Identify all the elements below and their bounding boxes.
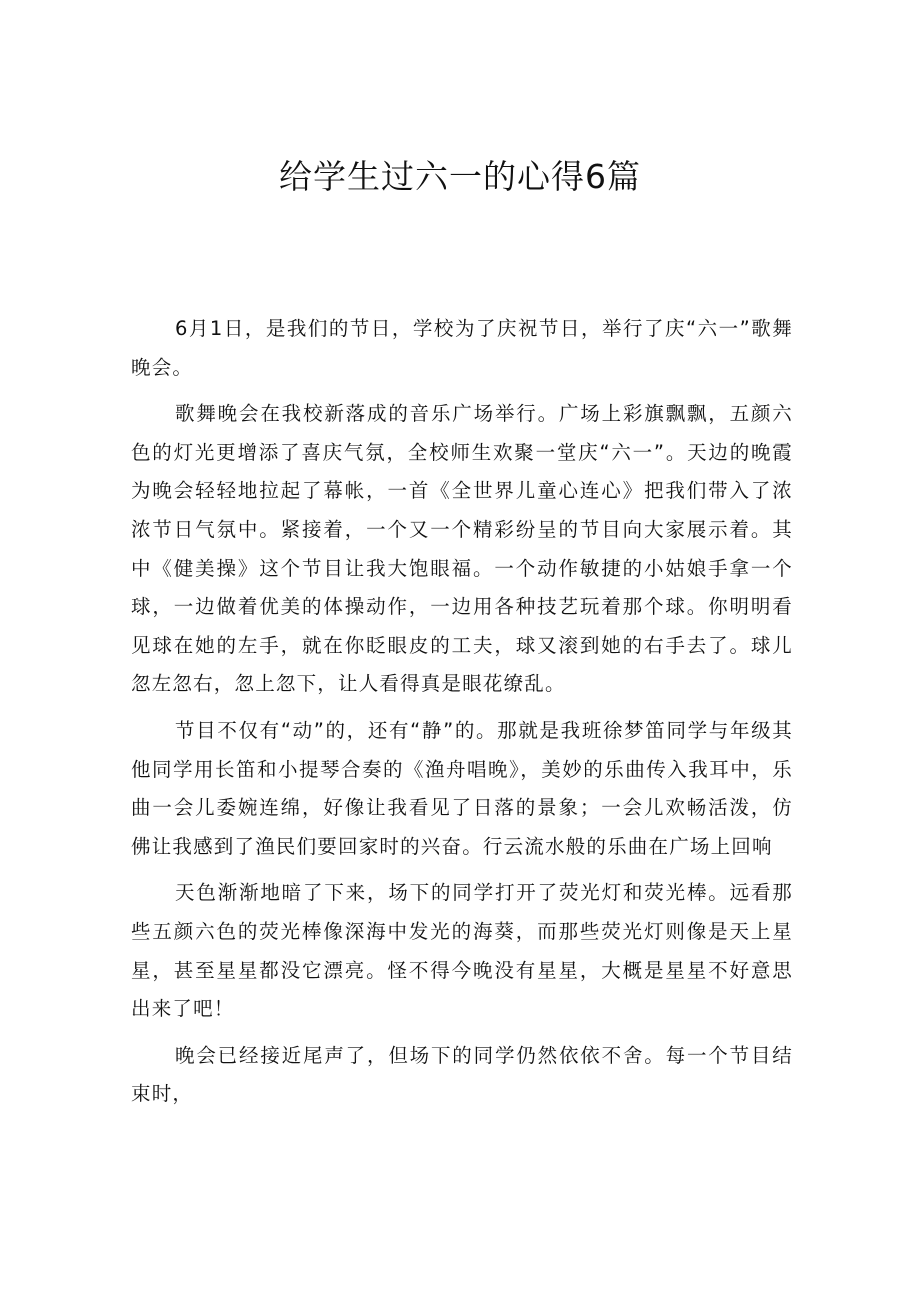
paragraph-4: 天色渐渐地暗了下来，场下的同学打开了荧光灯和荧光棒。远看那些五颜六色的荧光棒像深海中发光的海葵，而那些荧光灯则像是天上星星，甚至星星都没它漂亮。怪不得今晚没有星星，大概是星星不好意思出来了吧！ [131, 881, 793, 1021]
document-body [131, 310, 793, 1114]
paragraph-3: 节目不仅有“动”的，还有“静”的。那就是我班徐梦笛同学与年级其他同学用长笛和小提琴合奏的《渔舟唱晚》，美妙的乐曲传入我耳中，乐曲一会儿委婉连绵，好像让我看见了日落的景象；一会儿欢畅活泼，仿佛让我感到了渔民们要回家时的兴奋。行云流水般的乐曲在广场上回响 [131, 718, 793, 858]
paragraph-2: 歌舞晚会在我校新落成的音乐广场举行。广场上彩旗飘飘，五颜六色的灯光更增添了喜庆气氛，全校师生欢聚一堂庆“六一”。天边的晚霞为晚会轻轻地拉起了幕帐，一首《全世界儿童心连心》把我们带入了浓浓节日气氛中。紧接着，一个又一个精彩纷呈的节目向大家展示着。其中《健美操》这个节目让我大饱眼福。一个动作敏捷的小姑娘手拿一个球，一边做着优美的体操动作，一边用各种技艺玩着那个球。你明明看见球在她的左手，就在你眨眼皮的工夫，球又滚到她的右手去了。球儿忽左忽右，忽上忽下，让人看得真是眼花缭乱。 [131, 402, 793, 696]
paragraph-5: 晚会已经接近尾声了，但场下的同学仍然依依不舍。每一个节目结束时， [131, 1043, 793, 1106]
paragraph-1: 6月1日，是我们的节日，学校为了庆祝节日，举行了庆“六一”歌舞晚会。 [131, 317, 793, 379]
document-title: 给学生过六一的心得6篇 [279, 157, 641, 196]
